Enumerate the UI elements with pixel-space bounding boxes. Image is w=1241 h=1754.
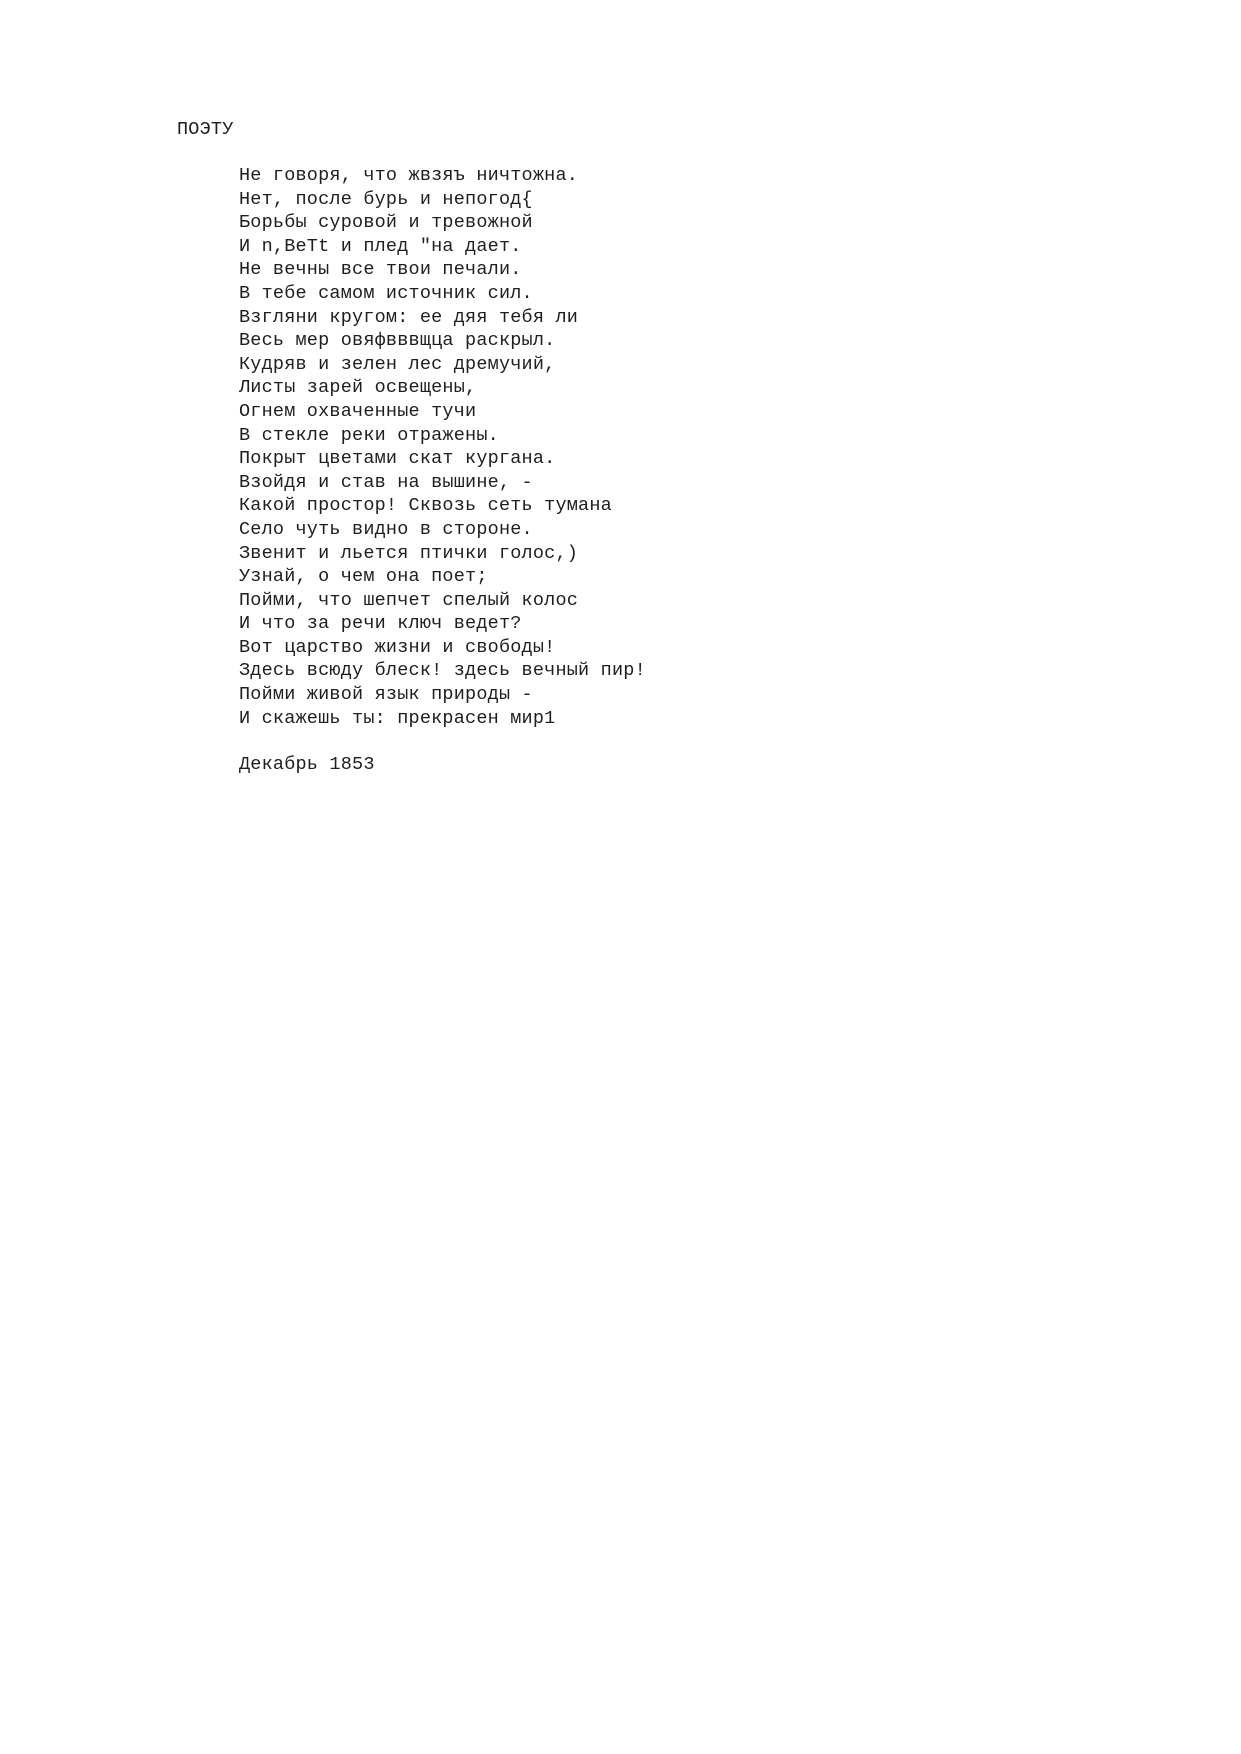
poem-line: Звенит и льется птички голос,) <box>239 542 579 564</box>
poem-line: Какой простор! Сквозь сеть тумана <box>239 495 612 517</box>
poem-body <box>239 164 646 730</box>
poem-title: ПОЭТУ <box>177 119 234 140</box>
poem-date: Декабрь 1853 <box>239 754 375 775</box>
poem-line: Здесь всюду блеск! здесь вечный пир! <box>239 660 646 682</box>
poem-line: Кудряв и зелен лес дремучий, <box>239 353 556 375</box>
poem-line: В стекле реки отражены. <box>239 424 499 446</box>
poem-line: Весь мер овяфвввщца раскрыл. <box>239 330 556 352</box>
poem-line: Пойми живой язык природы - <box>239 684 533 706</box>
poem-line: Взойдя и став на вышине, - <box>239 471 533 493</box>
poem-line: Не вечны все твои печали. <box>239 259 522 281</box>
poem-line: Взгляни кругом: ее дяя тебя ли <box>239 306 579 328</box>
poem-line: Узнай, о чем она поет; <box>239 566 488 588</box>
poem-line: Пойми, что шепчет спелый колос <box>239 589 579 611</box>
poem-line: Село чуть видно в стороне. <box>239 518 533 540</box>
poem-line: И n,BeTt и плед "на дает. <box>239 235 522 257</box>
poem-line: Листы зарей освещены, <box>239 377 477 399</box>
poem-line: И скажешь ты: прекрасен мир1 <box>239 707 556 729</box>
poem-line: И что за речи ключ ведет? <box>239 613 522 635</box>
poem-line: Нет, после бурь и непогод{ <box>239 188 533 210</box>
poem-line: Не говоря, что жвзяъ ничтожна. <box>239 165 579 186</box>
poem-line: Огнем охваченные тучи <box>239 400 477 422</box>
poem-line: В тебе самом источник сил. <box>239 282 533 304</box>
poem-line: Борьбы суровой и тревожной <box>239 212 533 234</box>
poem-line: Вот царство жизни и свободы! <box>239 636 556 658</box>
poem-line: Покрыт цветами скат кургана. <box>239 448 556 470</box>
